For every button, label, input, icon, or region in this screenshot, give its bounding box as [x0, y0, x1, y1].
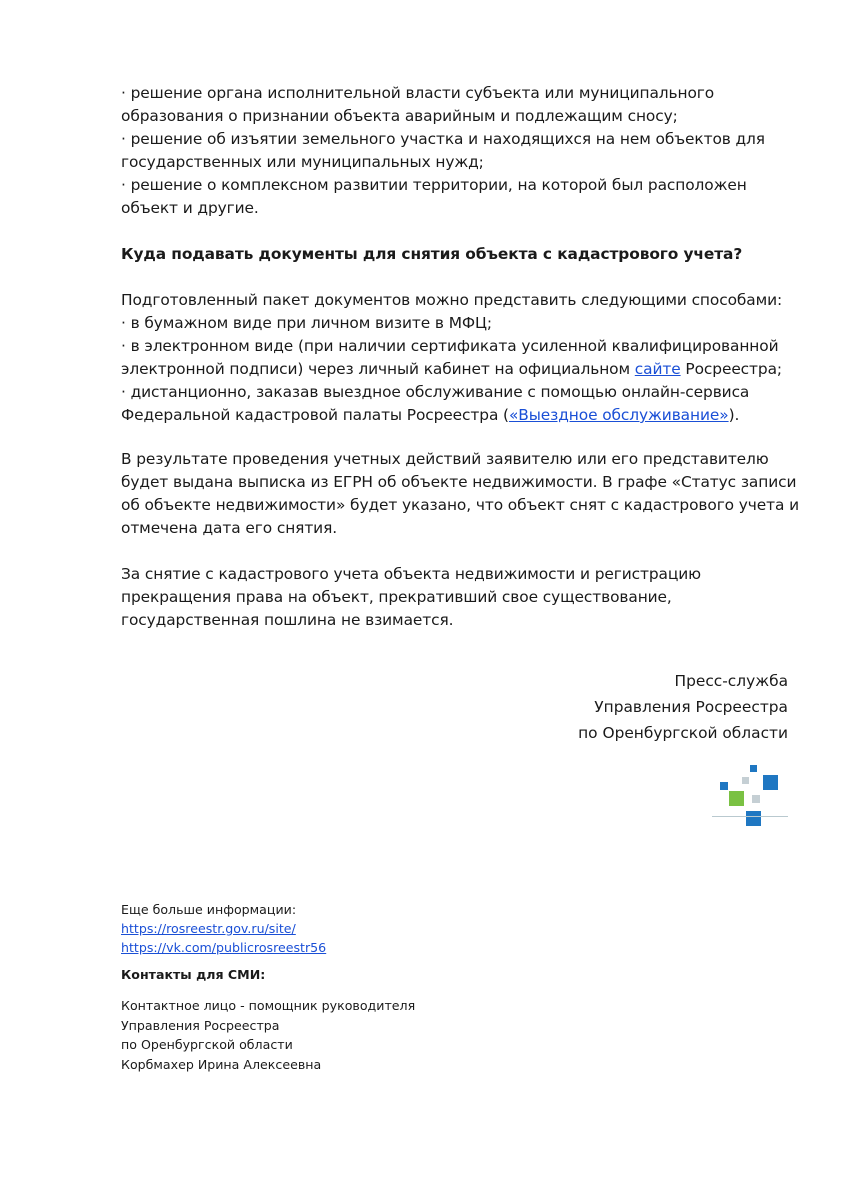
text-line: будет выдана выписка из ЕГРН об объекте недвижимости. В графе «Статус записи: [121, 473, 797, 491]
section-heading: [121, 243, 791, 266]
footer-info: [121, 900, 621, 1074]
rosreestr-logo-icon: [712, 765, 792, 827]
text-line: отмечена дата его снятия.: [121, 519, 338, 537]
logo-divider: [712, 816, 788, 817]
text-line: [121, 404, 791, 427]
text-line: [121, 358, 791, 381]
text-line: Подготовленный пакет документов можно представить следующими способами:: [121, 291, 783, 309]
submission-methods: [121, 289, 791, 427]
contact-line: по Оренбургской области: [121, 1037, 293, 1052]
heading-text: Куда подавать документы для снятия объекта с кадастрового учета?: [121, 245, 743, 263]
signature-line: Пресс-служба: [674, 672, 788, 690]
signature-block: [578, 668, 788, 746]
vk-url-link[interactable]: https://vk.com/publicrosreestr56: [121, 940, 327, 955]
logo-square: [750, 765, 757, 772]
logo-square: [729, 791, 744, 806]
text-line: · решение об изъятии земельного участка и находящихся на нем объектов для: [121, 130, 765, 148]
contacts-heading: Контакты для СМИ:: [121, 967, 266, 982]
text-line: · в бумажном виде при личном визите в МФЦ;: [121, 314, 492, 332]
contact-line: Контактное лицо - помощник руководителя: [121, 998, 416, 1013]
result-paragraph: [121, 448, 800, 540]
logo-square: [746, 811, 761, 826]
contact-line: Управления Росреестра: [121, 1017, 280, 1033]
text-line: государственная пошлина не взимается.: [121, 611, 454, 629]
rosreestr-site-link[interactable]: сайте: [634, 360, 681, 378]
text-fragment: электронной подписи) через личный кабинет на официальном: [121, 360, 635, 378]
fee-paragraph: [121, 563, 791, 632]
logo-square: [752, 795, 760, 803]
text-line: об объекте недвижимости» будет указано, что объект снят с кадастрового учета и: [121, 496, 800, 514]
contact-line: Корбмахер Ирина Алексеевна: [121, 1056, 322, 1072]
text-line: · дистанционно, заказав выездное обслуживание с помощью онлайн-сервиса: [121, 383, 750, 401]
field-service-link[interactable]: «Выездное обслуживание»: [508, 406, 729, 424]
logo-square: [720, 782, 728, 790]
text-line: государственных или муниципальных нужд;: [121, 153, 484, 171]
signature-line: по Оренбургской области: [578, 724, 788, 742]
logo-square: [763, 775, 778, 790]
signature-line: Управления Росреестра: [594, 698, 788, 716]
text-line: · в электронном виде (при наличии сертификата усиленной квалифицированной: [121, 337, 779, 355]
footer-link-line: [121, 919, 621, 938]
contacts-block: [121, 996, 621, 1074]
text-line: За снятие с кадастрового учета объекта недвижимости и регистрацию: [121, 565, 701, 583]
text-line: В результате проведения учетных действий заявителю или его представителю: [121, 450, 769, 468]
logo-square: [742, 777, 749, 784]
text-line: · решение органа исполнительной власти субъекта или муниципального: [121, 84, 715, 102]
more-info-label: Еще больше информации:: [121, 902, 297, 917]
text-fragment: Федеральной кадастровой палаты Росреестра (: [121, 406, 509, 424]
text-line: объект и другие.: [121, 199, 259, 217]
text-line: прекращения права на объект, прекративший свое существование,: [121, 588, 672, 606]
text-line: · решение о комплексном развитии территории, на которой был расположен: [121, 176, 747, 194]
text-fragment: Росреестра;: [680, 360, 782, 378]
grounds-list: [121, 82, 791, 220]
footer-link-line: [121, 938, 621, 957]
rosreestr-url-link[interactable]: https://rosreestr.gov.ru/site/: [121, 921, 296, 936]
text-fragment: ).: [728, 406, 740, 424]
text-line: образования о признании объекта аварийным и подлежащим сносу;: [121, 107, 678, 125]
